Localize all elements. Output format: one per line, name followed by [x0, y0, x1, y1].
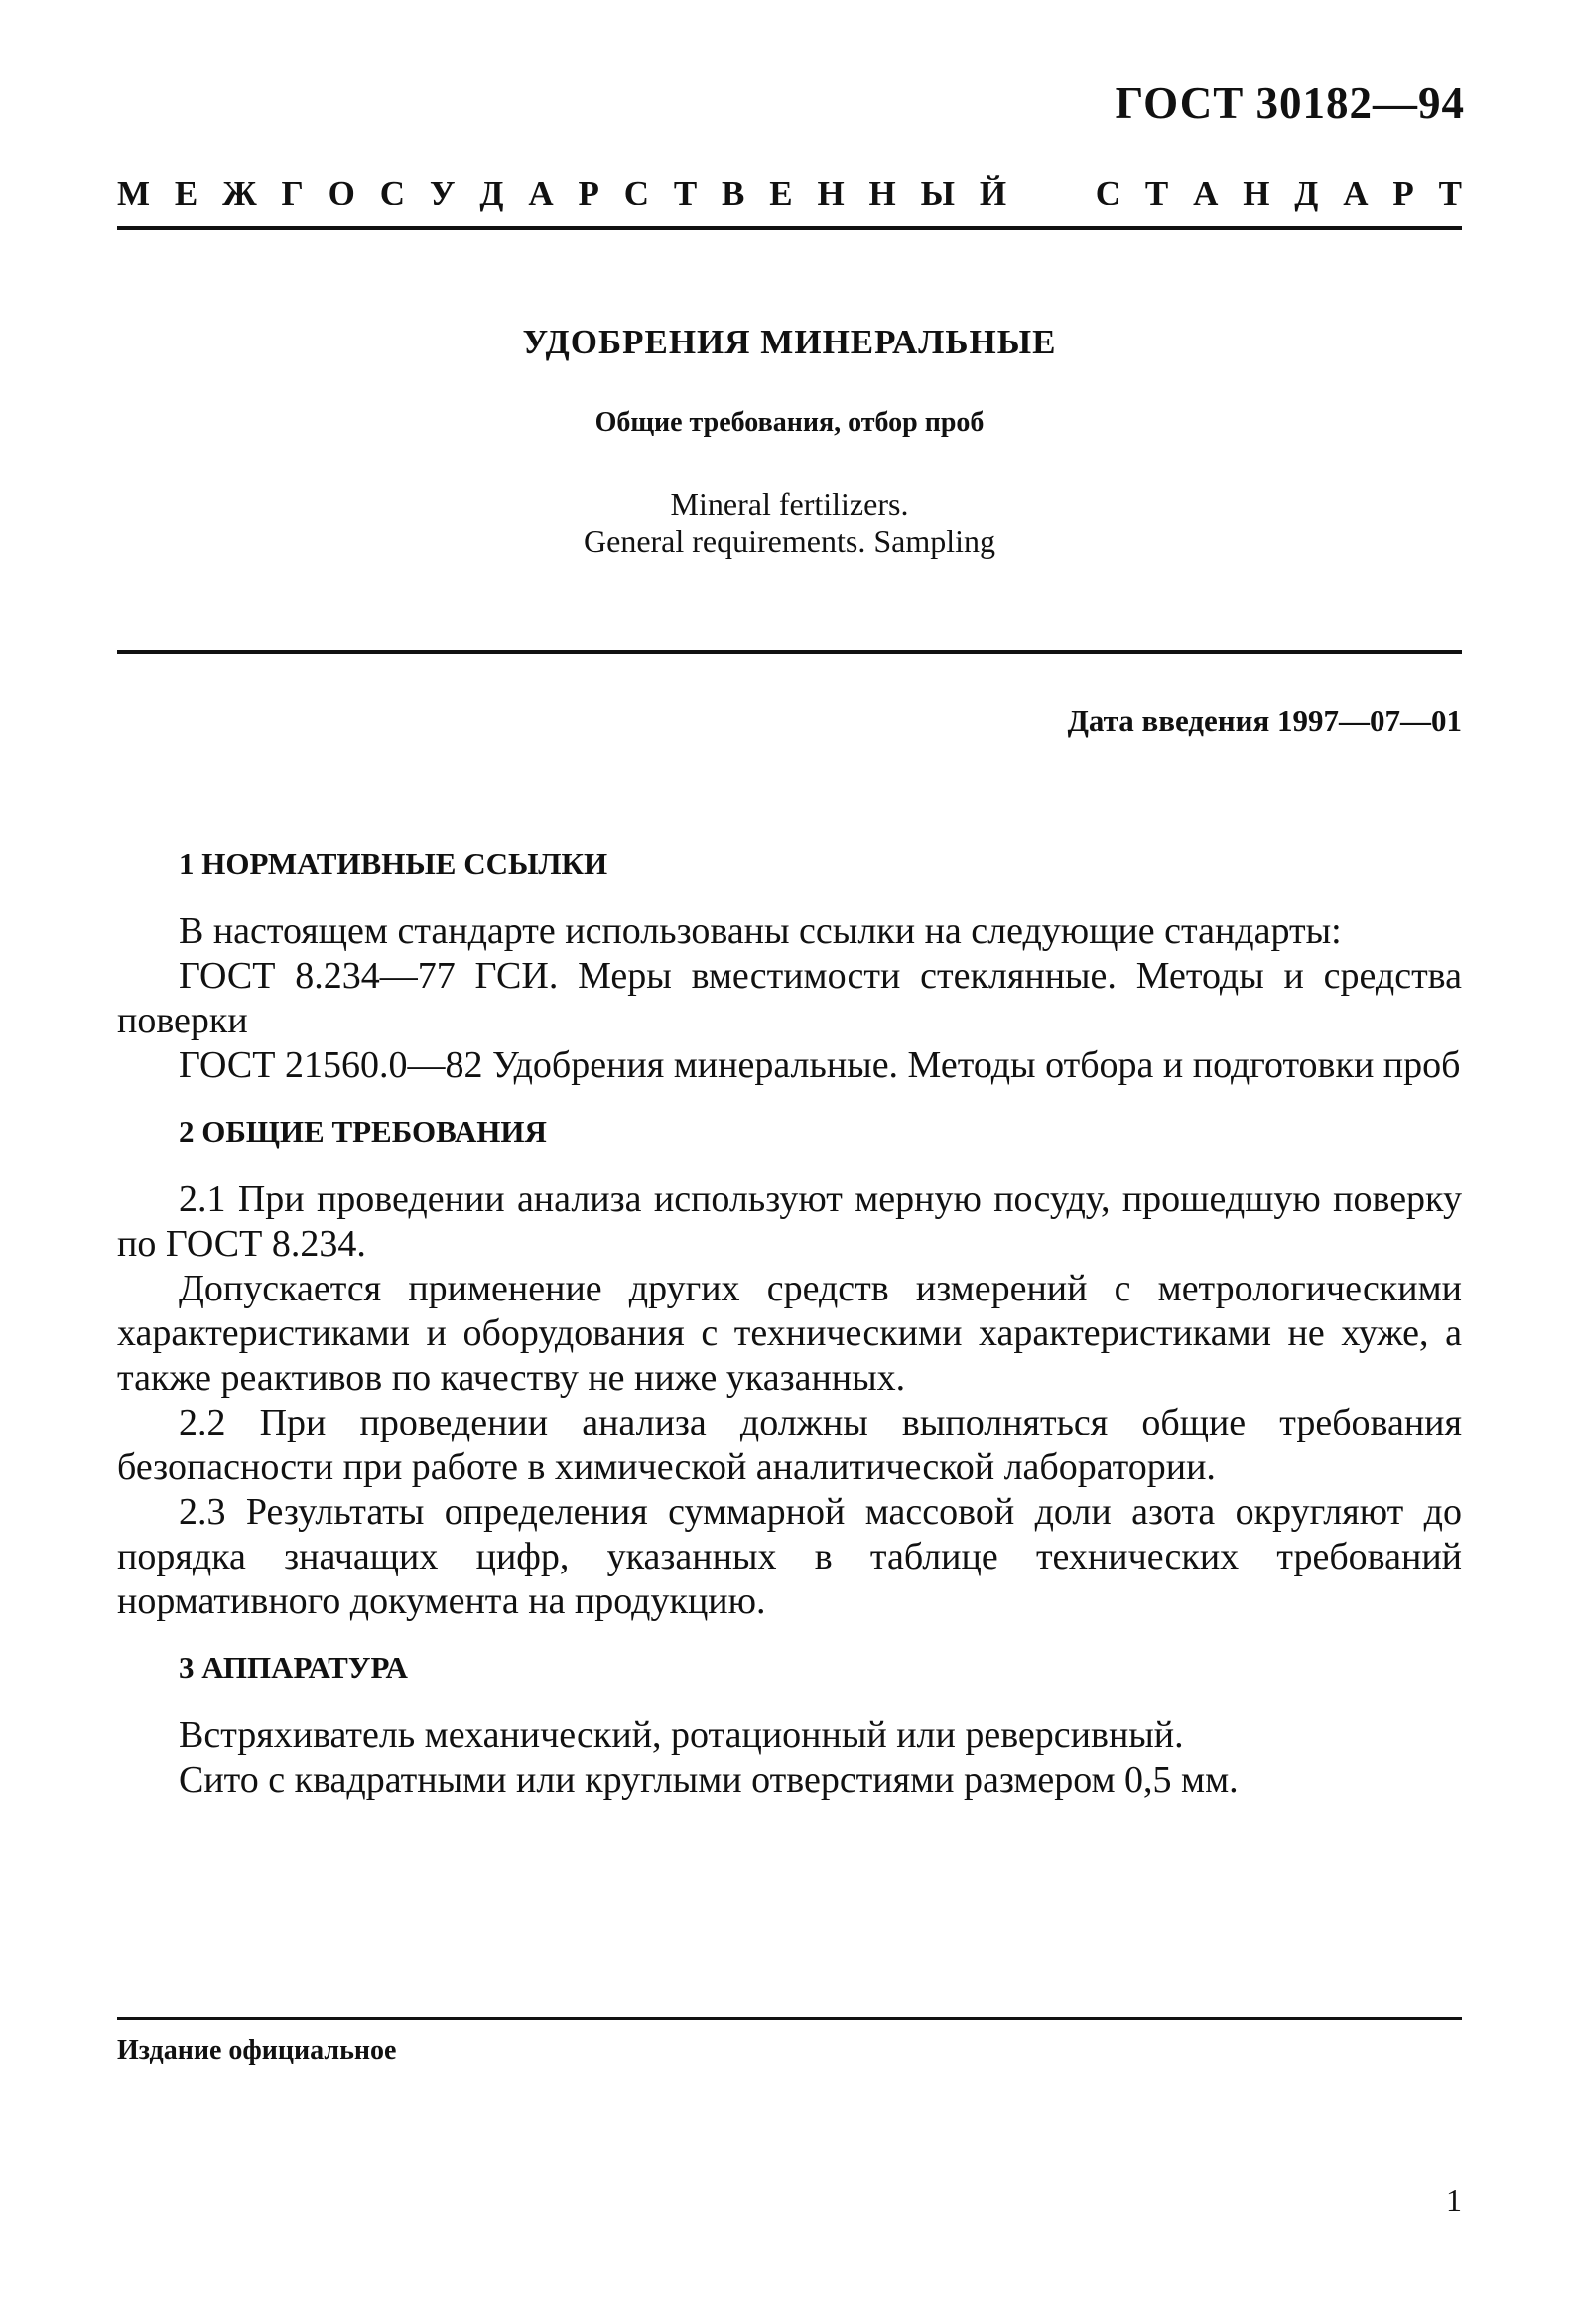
- interstate-letter: Д: [479, 174, 504, 212]
- paragraph: ГОСТ 21560.0—82 Удобрения минеральные. Методы отбора и подготовки проб: [179, 1044, 1461, 1086]
- paragraph: Сито с квадратными или круглыми отверстиями размером 0,5 мм.: [179, 1759, 1239, 1801]
- section-heading-2: 2 ОБЩИЕ ТРЕБОВАНИЯ: [179, 1114, 547, 1149]
- interstate-letter: В: [722, 174, 745, 212]
- title-rule: [117, 650, 1462, 654]
- english-title: [0, 486, 1579, 560]
- word-gap: [1031, 174, 1071, 213]
- interstate-letter: О: [328, 174, 355, 212]
- paragraph: В настоящем стандарте использованы ссылки на следующие стандарты:: [179, 910, 1342, 952]
- header-rule: [117, 226, 1462, 230]
- interstate-letter: Ы: [920, 174, 955, 212]
- interstate-letter: С: [379, 174, 406, 212]
- interstate-letter: Е: [769, 174, 793, 212]
- interstate-letter: Н: [868, 174, 896, 212]
- paragraph: Допускается применение других средств измерений с метрологическими характеристиками и оборудования с техническими характеристиками не хуже, а также реактивов по качеству не ниже указанных.: [117, 1268, 1462, 1399]
- paragraph: Встряхиватель механический, ротационный или реверсивный.: [179, 1714, 1184, 1756]
- interstate-letter: А: [1343, 174, 1369, 212]
- interstate-letter: Н: [817, 174, 845, 212]
- interstate-letter: Р: [1392, 174, 1414, 212]
- interstate-letter: С: [623, 174, 649, 212]
- document-body: [117, 844, 1462, 1803]
- interstate-letter: С: [1095, 174, 1121, 212]
- paragraph: 2.3 Результаты определения суммарной массовой доли азота округляют до порядка значащих цифр, указанных в таблице технических требований нормативного документа на продукцию.: [117, 1491, 1462, 1622]
- interstate-letter: Й: [979, 174, 1007, 212]
- footer-rule: [117, 2017, 1462, 2020]
- interstate-letter: Т: [1144, 174, 1169, 212]
- section-heading-1: 1 НОРМАТИВНЫЕ ССЫЛКИ: [179, 846, 608, 881]
- document-title: УДОБРЕНИЯ МИНЕРАЛЬНЫЕ: [522, 323, 1057, 361]
- interstate-letter: Ж: [222, 174, 257, 212]
- english-title-line-2: General requirements. Sampling: [584, 523, 995, 559]
- interstate-letter: Д: [1294, 174, 1319, 212]
- introduction-date: Дата введения 1997—07—01: [1067, 703, 1462, 738]
- interstate-letter: А: [528, 174, 554, 212]
- english-title-line-1: Mineral fertilizers.: [670, 486, 909, 522]
- interstate-letter: Е: [174, 174, 198, 212]
- interstate-letter: Т: [673, 174, 698, 212]
- paragraph: 2.1 При проведении анализа используют мерную посуду, прошедшую поверку по ГОСТ 8.234.: [117, 1178, 1462, 1265]
- interstate-letter: Р: [578, 174, 599, 212]
- document-subtitle: Общие требования, отбор проб: [594, 407, 985, 438]
- interstate-letter: А: [1193, 174, 1219, 212]
- interstate-letter: Г: [281, 174, 304, 212]
- page-number: 1: [1446, 2182, 1462, 2218]
- section-heading-3: 3 АППАРАТУРА: [179, 1650, 408, 1685]
- interstate-standard-heading: [117, 174, 1462, 213]
- paragraph: ГОСТ 8.234—77 ГСИ. Меры вместимости стеклянные. Методы и средства поверки: [117, 955, 1462, 1041]
- interstate-letter: М: [117, 174, 151, 212]
- interstate-letter: Н: [1243, 174, 1270, 212]
- paragraph: 2.2 При проведении анализа должны выполняться общие требования безопасности при работе в химической аналитической лаборатории.: [117, 1402, 1462, 1488]
- interstate-letter: У: [429, 174, 456, 212]
- gost-number: ГОСТ 30182—94: [1115, 78, 1465, 128]
- official-edition-label: Издание официальное: [117, 2035, 397, 2066]
- interstate-letter: Т: [1438, 174, 1462, 212]
